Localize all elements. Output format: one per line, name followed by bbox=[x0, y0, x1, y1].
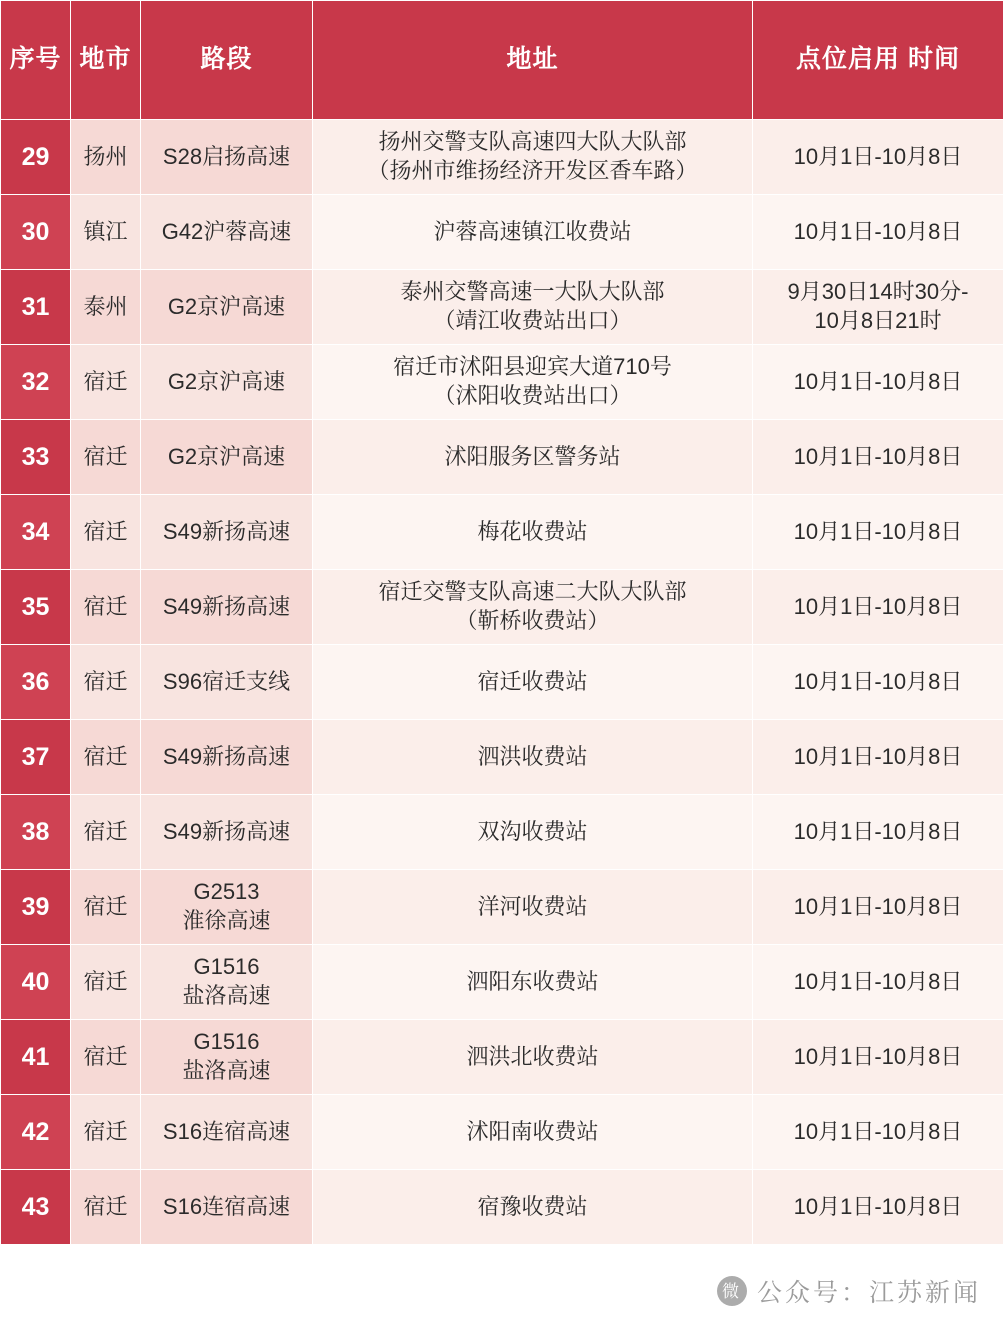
row-time-line1: 10月1日-10月8日 bbox=[793, 518, 963, 544]
row-address bbox=[313, 120, 753, 195]
row-time bbox=[753, 1170, 1003, 1245]
row-time bbox=[753, 870, 1003, 945]
table-row bbox=[1, 645, 1003, 720]
row-city: 宿迁 bbox=[71, 420, 141, 495]
row-road bbox=[141, 1020, 313, 1095]
table-row bbox=[1, 720, 1003, 795]
row-time-line1: 10月1日-10月8日 bbox=[793, 443, 963, 469]
row-city: 宿迁 bbox=[71, 795, 141, 870]
row-city: 宿迁 bbox=[71, 945, 141, 1020]
row-address bbox=[313, 870, 753, 945]
column-header-road: 路段 bbox=[141, 1, 313, 120]
row-road: G2京沪高速 bbox=[141, 345, 313, 420]
row-city: 宿迁 bbox=[71, 570, 141, 645]
row-address-line1: 宿迁收费站 bbox=[477, 668, 588, 694]
table-row bbox=[1, 1095, 1003, 1170]
row-address-line1: 宿豫收费站 bbox=[477, 1193, 588, 1219]
row-index: 37 bbox=[1, 720, 71, 795]
row-index: 34 bbox=[1, 495, 71, 570]
row-address bbox=[313, 195, 753, 270]
row-road: S28启扬高速 bbox=[141, 120, 313, 195]
row-index: 29 bbox=[1, 120, 71, 195]
watermark-text: 公众号：江苏新闻 bbox=[756, 1279, 981, 1307]
column-header-time bbox=[753, 1, 1003, 120]
row-address bbox=[313, 270, 753, 345]
row-time bbox=[753, 270, 1003, 345]
table-row bbox=[1, 270, 1003, 345]
column-header-time-line2: 时间 bbox=[907, 45, 960, 74]
row-time bbox=[753, 195, 1003, 270]
row-address-line1: 梅花收费站 bbox=[477, 518, 588, 544]
row-time-line1: 10月1日-10月8日 bbox=[793, 218, 963, 244]
row-road: S49新扬高速 bbox=[141, 795, 313, 870]
row-road-line1: G1516 bbox=[193, 954, 260, 980]
column-header-address: 地址 bbox=[313, 1, 753, 120]
row-time bbox=[753, 795, 1003, 870]
row-address-line1: 宿迁交警支队高速二大队大队部 bbox=[378, 579, 687, 605]
row-road bbox=[141, 945, 313, 1020]
row-address-line2: （沭阳收费站出口） bbox=[433, 383, 632, 408]
row-time bbox=[753, 570, 1003, 645]
row-road: S16连宿高速 bbox=[141, 1170, 313, 1245]
row-time-line1: 10月1日-10月8日 bbox=[793, 593, 963, 619]
row-address-line1: 双沟收费站 bbox=[477, 818, 588, 844]
row-time-line1: 10月1日-10月8日 bbox=[793, 968, 963, 994]
row-time-line1: 10月1日-10月8日 bbox=[793, 668, 963, 694]
row-time-line1: 10月1日-10月8日 bbox=[793, 143, 963, 169]
row-address bbox=[313, 570, 753, 645]
row-index: 32 bbox=[1, 345, 71, 420]
table-row bbox=[1, 1020, 1003, 1095]
row-time-line1: 9月30日14时30分- bbox=[787, 279, 969, 305]
row-address-line1: 洋河收费站 bbox=[477, 893, 588, 919]
row-index: 38 bbox=[1, 795, 71, 870]
row-time bbox=[753, 720, 1003, 795]
row-index: 30 bbox=[1, 195, 71, 270]
row-road-line1: G1516 bbox=[193, 1029, 260, 1055]
row-time bbox=[753, 495, 1003, 570]
table-row bbox=[1, 495, 1003, 570]
row-city: 宿迁 bbox=[71, 1095, 141, 1170]
row-road-line2: 盐洛高速 bbox=[182, 983, 271, 1008]
column-header-city: 地市 bbox=[71, 1, 141, 120]
row-road-line1: G2513 bbox=[193, 879, 260, 905]
row-address-line1: 泗洪北收费站 bbox=[466, 1043, 599, 1069]
column-header-time-line1: 点位启用 bbox=[796, 45, 901, 74]
row-time-line1: 10月1日-10月8日 bbox=[793, 368, 963, 394]
row-road: S49新扬高速 bbox=[141, 495, 313, 570]
table-row bbox=[1, 120, 1003, 195]
row-time bbox=[753, 420, 1003, 495]
table-row bbox=[1, 345, 1003, 420]
row-road-line2: 淮徐高速 bbox=[182, 908, 271, 933]
wechat-icon: 微 bbox=[717, 1276, 747, 1306]
table-row bbox=[1, 420, 1003, 495]
row-time bbox=[753, 645, 1003, 720]
row-road: G42沪蓉高速 bbox=[141, 195, 313, 270]
row-road: S16连宿高速 bbox=[141, 1095, 313, 1170]
row-index: 33 bbox=[1, 420, 71, 495]
row-address-line1: 沪蓉高速镇江收费站 bbox=[433, 218, 632, 244]
row-address bbox=[313, 645, 753, 720]
row-address bbox=[313, 795, 753, 870]
row-road bbox=[141, 870, 313, 945]
row-address-line1: 泰州交警高速一大队大队部 bbox=[400, 279, 665, 305]
row-index: 42 bbox=[1, 1095, 71, 1170]
row-address bbox=[313, 720, 753, 795]
row-address-line1: 扬州交警支队高速四大队大队部 bbox=[378, 129, 687, 155]
row-index: 41 bbox=[1, 1020, 71, 1095]
row-time-line1: 10月1日-10月8日 bbox=[793, 1193, 963, 1219]
row-time bbox=[753, 345, 1003, 420]
row-road: S49新扬高速 bbox=[141, 720, 313, 795]
row-address-line1: 宿迁市沭阳县迎宾大道710号 bbox=[393, 354, 672, 380]
table-body bbox=[1, 120, 1003, 1245]
row-address-line2: （靳桥收费站） bbox=[455, 608, 610, 633]
table-row bbox=[1, 870, 1003, 945]
table-row bbox=[1, 945, 1003, 1020]
row-time bbox=[753, 1095, 1003, 1170]
row-city: 宿迁 bbox=[71, 645, 141, 720]
row-address-line1: 沭阳服务区警务站 bbox=[444, 443, 621, 469]
row-index: 40 bbox=[1, 945, 71, 1020]
row-road-line2: 盐洛高速 bbox=[182, 1058, 271, 1083]
row-address bbox=[313, 495, 753, 570]
row-address bbox=[313, 1095, 753, 1170]
row-time-line1: 10月1日-10月8日 bbox=[793, 1043, 963, 1069]
row-address-line1: 沭阳南收费站 bbox=[466, 1118, 599, 1144]
row-city: 扬州 bbox=[71, 120, 141, 195]
row-index: 39 bbox=[1, 870, 71, 945]
row-city: 宿迁 bbox=[71, 1170, 141, 1245]
table-header bbox=[1, 1, 1003, 120]
row-time bbox=[753, 945, 1003, 1020]
watermark bbox=[717, 1273, 981, 1309]
row-address-line1: 泗阳东收费站 bbox=[466, 968, 599, 994]
row-time-line1: 10月1日-10月8日 bbox=[793, 893, 963, 919]
row-city: 宿迁 bbox=[71, 495, 141, 570]
row-city: 镇江 bbox=[71, 195, 141, 270]
row-index: 31 bbox=[1, 270, 71, 345]
row-address-line2: （靖江收费站出口） bbox=[433, 308, 632, 333]
row-city: 宿迁 bbox=[71, 720, 141, 795]
row-address bbox=[313, 1170, 753, 1245]
table-row bbox=[1, 195, 1003, 270]
table-header-row bbox=[1, 1, 1003, 120]
row-road: S49新扬高速 bbox=[141, 570, 313, 645]
row-index: 35 bbox=[1, 570, 71, 645]
row-address bbox=[313, 420, 753, 495]
row-city: 泰州 bbox=[71, 270, 141, 345]
row-address bbox=[313, 345, 753, 420]
row-index: 36 bbox=[1, 645, 71, 720]
row-time-line1: 10月1日-10月8日 bbox=[793, 1118, 963, 1144]
row-index: 43 bbox=[1, 1170, 71, 1245]
row-time-line1: 10月1日-10月8日 bbox=[793, 818, 963, 844]
row-address-line2: （扬州市维扬经济开发区香车路） bbox=[367, 158, 698, 183]
row-time bbox=[753, 1020, 1003, 1095]
row-road: G2京沪高速 bbox=[141, 420, 313, 495]
row-address bbox=[313, 1020, 753, 1095]
row-address-line1: 泗洪收费站 bbox=[477, 743, 588, 769]
row-road: S96宿迁支线 bbox=[141, 645, 313, 720]
row-time-line2: 10月8日21时 bbox=[814, 308, 942, 333]
column-header-no: 序号 bbox=[1, 1, 71, 120]
row-road: G2京沪高速 bbox=[141, 270, 313, 345]
table-row bbox=[1, 570, 1003, 645]
table-row bbox=[1, 1170, 1003, 1245]
row-city: 宿迁 bbox=[71, 345, 141, 420]
row-time-line1: 10月1日-10月8日 bbox=[793, 743, 963, 769]
row-city: 宿迁 bbox=[71, 870, 141, 945]
row-time bbox=[753, 120, 1003, 195]
row-address bbox=[313, 945, 753, 1020]
table-row bbox=[1, 795, 1003, 870]
row-city: 宿迁 bbox=[71, 1020, 141, 1095]
